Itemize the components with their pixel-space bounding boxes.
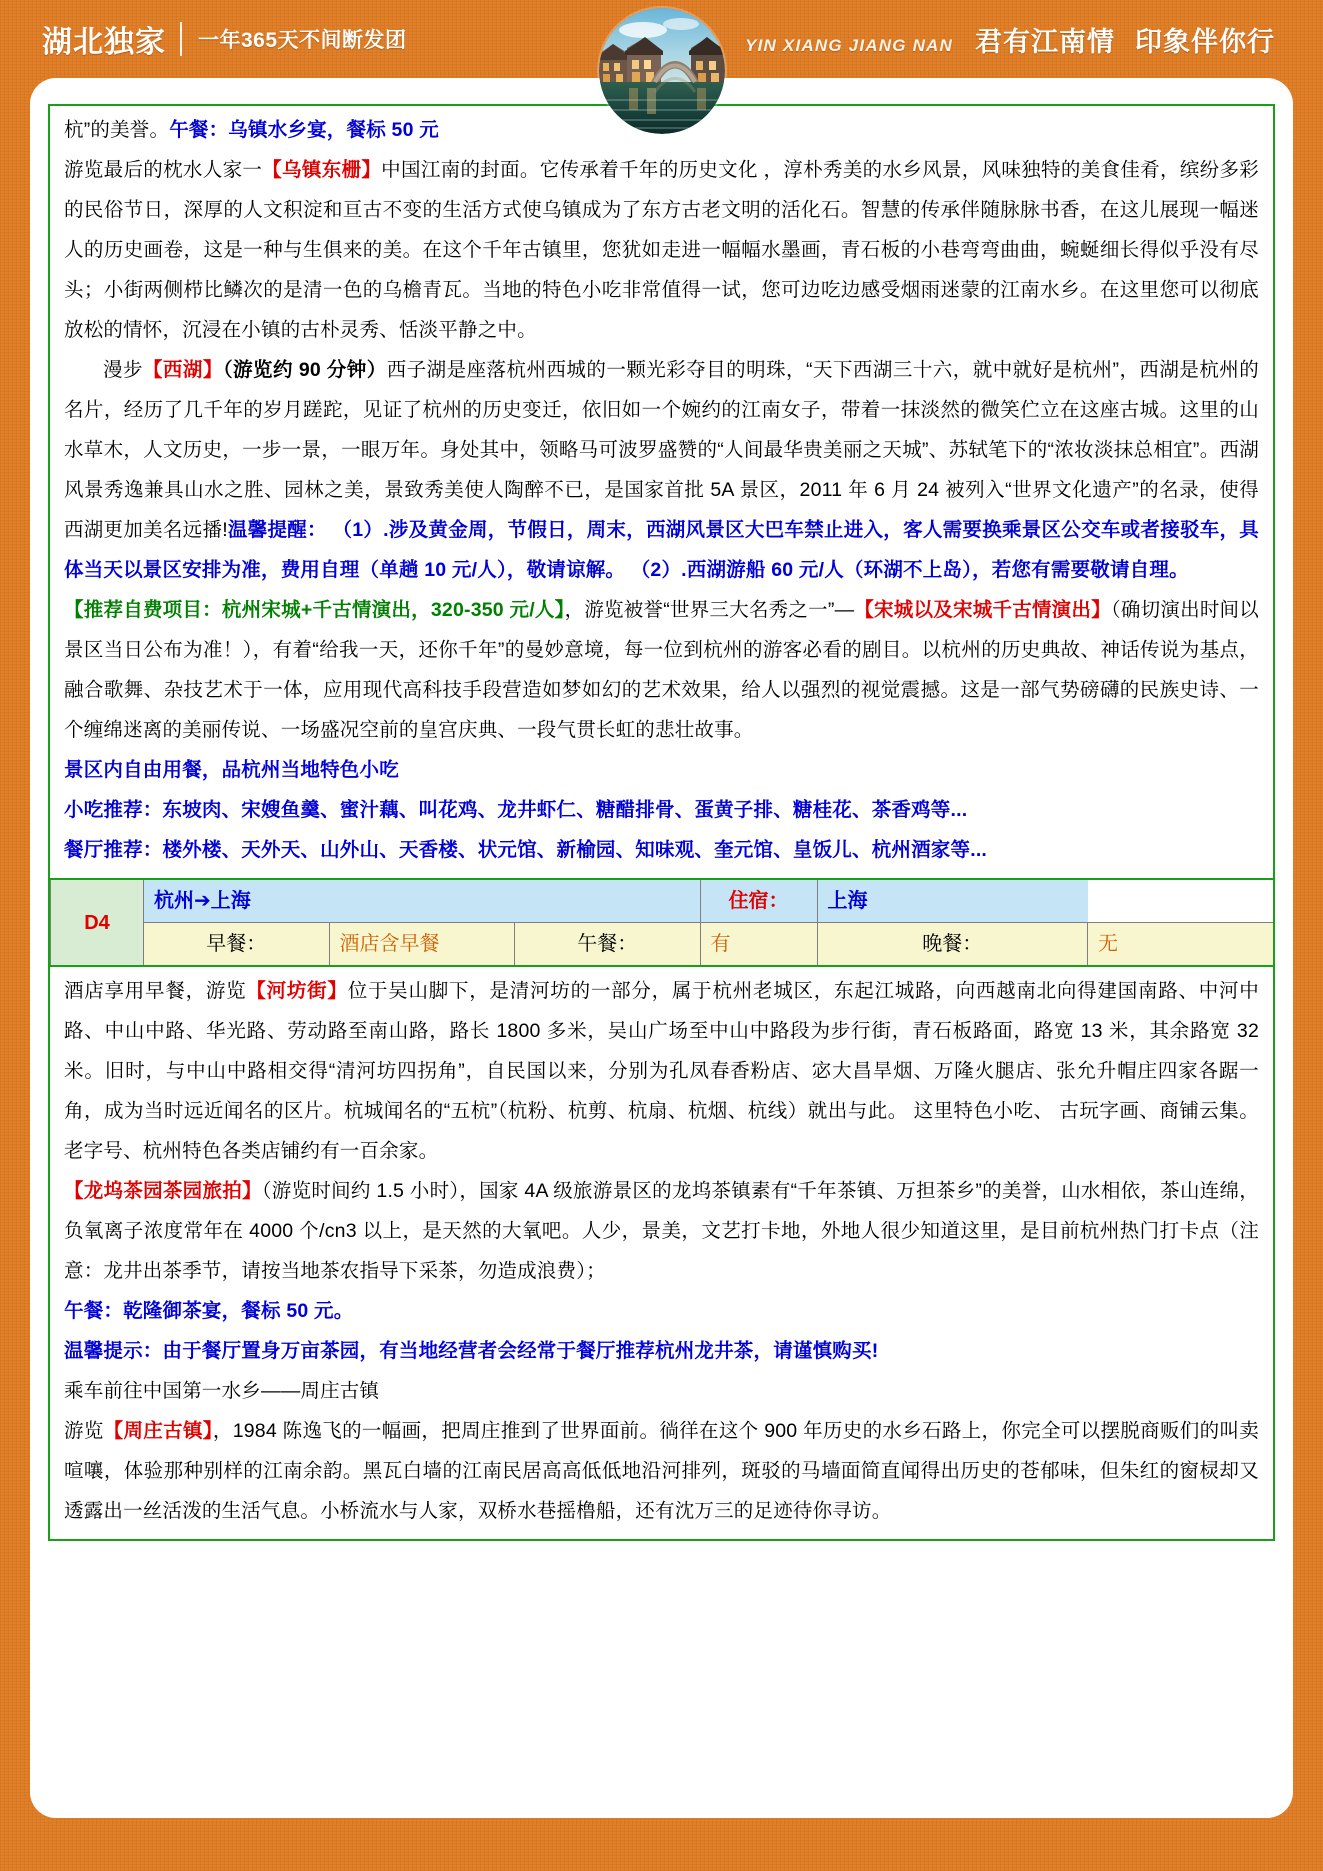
lunch-note-qianlong: 午餐：乾隆御茶宴，餐标 50 元。	[64, 1300, 354, 1322]
stay-label-cell: 住宿：	[700, 879, 817, 923]
text-fragment: 杭”的美誉。	[64, 119, 170, 141]
paragraph-tea-warning	[64, 1331, 1259, 1371]
lunch-label-cell: 午餐：	[515, 923, 701, 967]
table-row-meals	[51, 923, 1274, 967]
paragraph-hefang-street	[64, 971, 1259, 1171]
page-header	[0, 0, 1323, 78]
paragraph-songcheng-optional	[64, 590, 1259, 750]
text-fragment: 酒店享用早餐，游览	[64, 980, 247, 1002]
text-fragment: ，游览被誉“世界三大名秀之一”—	[564, 599, 855, 621]
brand-name: 湖北独家	[42, 26, 166, 59]
paragraph-snack-recommend	[64, 790, 1259, 830]
text-fragment: 位于吴山脚下，是清河坊的一部分，属于杭州老城区，东起江城路，向西越南北向得建国南路、中河中路、中山中路、华光路、劳动路至南山路，路长 1800 多米，吴山广场至中山中路段为步行街，青石板路面，路宽 13 米，其余路宽 32 米。旧时，与中山中路相交得“清河坊四拐角”，自民国以来，分别为孔凤春香粉店、宓大昌旱烟、万隆火腿店、张允升帽庄四家各踞一角，成为当时远近闻名的区片。杭城闻名的“五杭”（杭粉、杭剪、杭扇、杭烟、杭线）就出与此。 这里特色小吃、 古玩字画、商铺云集。老字号、杭州特色各类店铺约有一百余家。	[64, 980, 1259, 1162]
attraction-zhouzhuang: 【周庄古镇】	[103, 1420, 213, 1442]
west-lake-warm-reminder: 温馨提醒： （1）.涉及黄金周，节假日，周末，西湖风景区大巴车禁止进入，客人需要换乘景区公交车或者接驳车，具体当天以景区安排为准，费用自理（单趟 10 元/人），敬请谅解。 （2）.西湖游船 60 元/人（环湖不上岛），若您有需要敬请自理。	[64, 519, 1260, 581]
brand-left-group	[42, 17, 407, 61]
brand-right-group	[745, 20, 1275, 59]
dinner-label-cell: 晚餐：	[817, 923, 1088, 967]
text-fragment: ，1984 陈逸飞的一幅画，把周庄推到了世界面前。徜徉在这个 900 年历史的水乡石路上，你完全可以摆脱商贩们的叫卖喧嚷，体验那种别样的江南余韵。黑瓦白墙的江南民居高高低低地沿河排列，斑驳的马墙面简直闻得出历史的苍郁味，但朱红的窗棂却又透露出一丝活泼的生活气息。小桥流水与人家，双桥水巷摇橹船，还有沈万三的足迹待你寻访。	[64, 1420, 1259, 1522]
paragraph-lunch-qianlong	[64, 1291, 1259, 1331]
attraction-west-lake: 【西湖】	[142, 359, 223, 381]
wuzhen-block	[50, 106, 1273, 878]
text-fragment: （游览时间约 1.5 小时），国家 4A 级旅游景区的龙坞茶镇素有“千年茶镇、万担茶乡”的美誉，山水相依，茶山连绵，负氧离子浓度常年在 4000 个/cn3 以上，是天然的大氧吧。人少，景美，文艺打卡地，外地人很少知道这里，是目前杭州热门打卡点（注意：龙井出茶季节，请按当地茶农指导下采茶，勿造成浪费）；	[64, 1180, 1259, 1282]
lunch-note-wuzhen: 午餐：乌镇水乡宴，餐标 50 元	[169, 119, 439, 141]
route-cell: 杭州➔上海	[144, 879, 701, 923]
paragraph-free-meal	[64, 750, 1259, 790]
transfer-note: 乘车前往中国第一水乡——周庄古镇	[64, 1380, 380, 1402]
optional-program-songcheng: 【推荐自费项目：杭州宋城+千古情演出，320-350 元/人】	[64, 599, 565, 621]
brand-slogan	[975, 20, 1275, 59]
tea-purchase-warning: 温馨提示：由于餐厅置身万亩茶园，有当地经营者会经常于餐厅推荐杭州龙井茶，请谨慎购买!	[64, 1340, 879, 1362]
breakfast-value-cell: 酒店含早餐	[329, 923, 515, 967]
text-fragment: （确切演出时间以景区当日公布为准！），有着“给我一天，还你千年”的曼妙意境，每一位到杭州的游客必看的剧目。以杭州的历史典故、神话传说为基点，融合歌舞、杂技艺术于一体，应用现代高科技手段营造如梦如幻的艺术效果，给人以强烈的视觉震撼。这是一部气势磅礴的民族史诗、一个缠绵迷离的美丽传说、一场盛况空前的皇宫庆典、一段气贯长虹的悲壮故事。	[64, 599, 1259, 741]
watertown-photo-icon	[599, 8, 725, 134]
text-fragment: 西子湖是座落杭州西城的一颗光彩夺目的明珠，“天下西湖三十六，就中就好是杭州”，西湖是杭州的名片，经历了几千年的岁月蹉跎，见证了杭州的历史变迁，依旧如一个婉约的江南女子，带着一抹淡然的微笑伫立在这座古城。这里的山水草木，人文历史，一步一景，一眼万年。身处其中，领略马可波罗盛赞的“人间最华贵美丽之天城”、苏轼笔下的“浓妆淡抹总相宜”。西湖风景秀逸兼具山水之胜、园林之美，景致秀美使人陶醉不已，是国家首批 5A 景区，2011 年 6 月 24 被列入“世界文化遗产”的名录，使得西湖更加美名远播!	[64, 359, 1259, 541]
attraction-wuzhen-dongzha: 【乌镇东栅】	[262, 159, 382, 181]
show-songcheng-qianguqing: 【宋城以及宋城千古情演出】	[854, 599, 1111, 621]
paragraph-west-lake	[64, 350, 1259, 590]
section-day3-continued	[48, 104, 1275, 1541]
paragraph-transfer-zhouzhuang	[64, 1371, 1259, 1411]
lunch-value-cell: 有	[700, 923, 817, 967]
footer-strip	[0, 1818, 1323, 1840]
text-fragment: 漫步	[103, 359, 143, 381]
paragraph-zhouzhuang	[64, 1411, 1259, 1531]
slogan-right: 印象伴你行	[1135, 26, 1275, 57]
west-lake-duration: （游览约 90 分钟）	[222, 359, 387, 381]
dinner-value-cell: 无	[1088, 923, 1274, 967]
table-row-route	[51, 879, 1274, 923]
stay-value-cell: 上海	[817, 879, 1088, 923]
paragraph-restaurant-recommend	[64, 830, 1259, 870]
restaurant-recommendations: 餐厅推荐：楼外楼、天外天、山外山、天香楼、状元馆、新榆园、知味观、奎元馆、皇饭儿、杭州酒家等...	[64, 839, 988, 861]
paragraph-wuzhen-dongzha	[64, 150, 1259, 350]
snack-recommendations: 小吃推荐：东坡肉、宋嫂鱼羹、蜜汁藕、叫花鸡、龙井虾仁、糖醋排骨、蛋黄子排、糖桂花、茶香鸡等...	[64, 799, 968, 821]
content-card	[30, 78, 1293, 1818]
breakfast-label-cell: 早餐：	[144, 923, 330, 967]
day-code-cell: D4	[51, 879, 144, 966]
paragraph-longwu-tea-garden	[64, 1171, 1259, 1291]
attraction-longwu-tea-garden: 【龙坞茶园茶园旅拍】	[64, 1180, 262, 1202]
free-meal-note: 景区内自由用餐，品杭州当地特色小吃	[64, 759, 399, 781]
text-fragment: 游览最后的枕水人家一	[64, 159, 263, 181]
attraction-hefang-street: 【河坊街】	[246, 980, 348, 1002]
slogan-left: 君有江南情	[975, 26, 1115, 57]
text-fragment: 中国江南的封面。它传承着千年的历史文化 ，淳朴秀美的水乡风景，风味独特的美食佳肴，缤纷多彩的民俗节日，深厚的人文积淀和亘古不变的生活方式使乌镇成为了东方古老文明的活化石。智慧的传承伴随脉脉书香，在这儿展现一幅迷人的历史画卷，这是一种与生俱来的美。在这个千年古镇里，您犹如走进一幅幅水墨画，青石板的小巷弯弯曲曲，蜿蜒细长得似乎没有尽头；小街两侧栉比鳞次的是清一色的乌檐青瓦。当地的特色小吃非常值得一试，您可边吃边感受烟雨迷蒙的江南水乡。在这里您可以彻底放松的情怀，沉浸在小镇的古朴灵秀、恬淡平静之中。	[64, 159, 1259, 341]
brand-tagline: 一年365天不间断发团	[198, 29, 407, 52]
brand-pinyin: YIN XIANG JIANG NAN	[745, 35, 953, 55]
day-schedule-table-d4	[50, 878, 1273, 967]
text-fragment: 游览	[64, 1420, 104, 1442]
brand-divider	[180, 22, 182, 56]
day4-description-block	[50, 967, 1273, 1539]
